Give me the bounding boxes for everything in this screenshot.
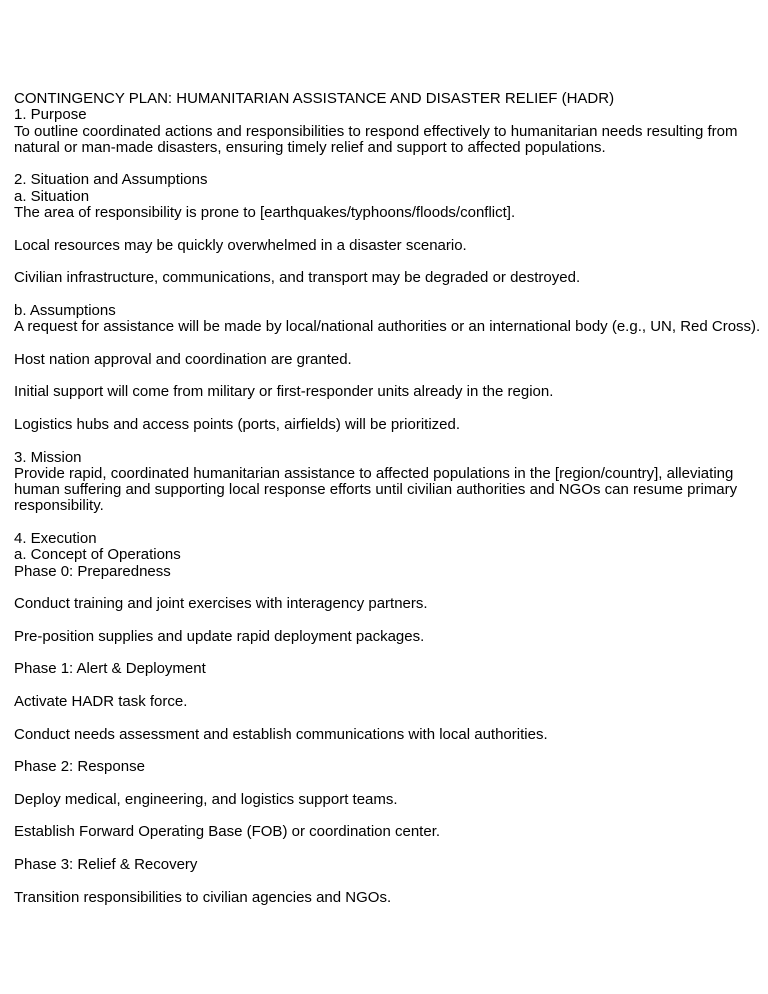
phase-item: Establish Forward Operating Base (FOB) or coordination center. (14, 823, 441, 841)
assumptions-subheading: b. Assumptions (14, 301, 116, 319)
phase-item: Transition responsibilities to civilian agencies and NGOs. (14, 888, 392, 906)
situation-subheading: a. Situation (14, 187, 90, 205)
phase-0-heading: Phase 0: Preparedness (14, 562, 171, 580)
concept-subheading: a. Concept of Operations (14, 546, 181, 564)
situation-item: Civilian infrastructure, communications, and transport may be degraded or destroyed. (14, 269, 581, 287)
assumption-item: Logistics hubs and access points (ports, airfields) will be prioritized. (14, 415, 461, 433)
assumption-item: Host nation approval and coordination are granted. (14, 350, 352, 368)
situation-item: The area of responsibility is prone to [earthquakes/typhoons/floods/conflict]. (14, 204, 516, 222)
phase-item: Deploy medical, engineering, and logistics support teams. (14, 790, 398, 808)
execution-heading: 4. Execution (14, 530, 97, 548)
purpose-text: To outline coordinated actions and responsibilities to respond effectively to humanitarian needs resulting from natural or man-made disasters, ensuring timely relief and support to affected populations. (14, 122, 738, 156)
phase-2-heading: Phase 2: Response (14, 758, 145, 776)
mission-heading: 3. Mission (14, 448, 82, 466)
mission-text: Provide rapid, coordinated humanitarian assistance to affected populations in the [region/country], alleviating human suffering and supporting local response efforts until civilian authorities and NGOs can resume primary responsibility. (14, 464, 738, 515)
phase-item: Activate HADR task force. (14, 692, 188, 710)
phase-item: Conduct needs assessment and establish communications with local authorities. (14, 725, 548, 743)
situation-heading: 2. Situation and Assumptions (14, 171, 208, 189)
document-body (14, 91, 762, 906)
phase-item: Pre-position supplies and update rapid deployment packages. (14, 627, 425, 645)
assumption-item: Initial support will come from military or first-responder units already in the region. (14, 383, 554, 401)
phase-1-heading: Phase 1: Alert & Deployment (14, 660, 206, 678)
phase-3-heading: Phase 3: Relief & Recovery (14, 855, 198, 873)
document-title: CONTINGENCY PLAN: HUMANITARIAN ASSISTANCE AND DISASTER RELIEF (HADR) (14, 90, 615, 107)
purpose-heading: 1. Purpose (14, 106, 87, 124)
phase-item: Conduct training and joint exercises with interagency partners. (14, 595, 428, 613)
situation-item: Local resources may be quickly overwhelmed in a disaster scenario. (14, 236, 467, 254)
assumption-item: A request for assistance will be made by local/national authorities or an international body (e.g., UN, Red Cross). (14, 318, 761, 336)
